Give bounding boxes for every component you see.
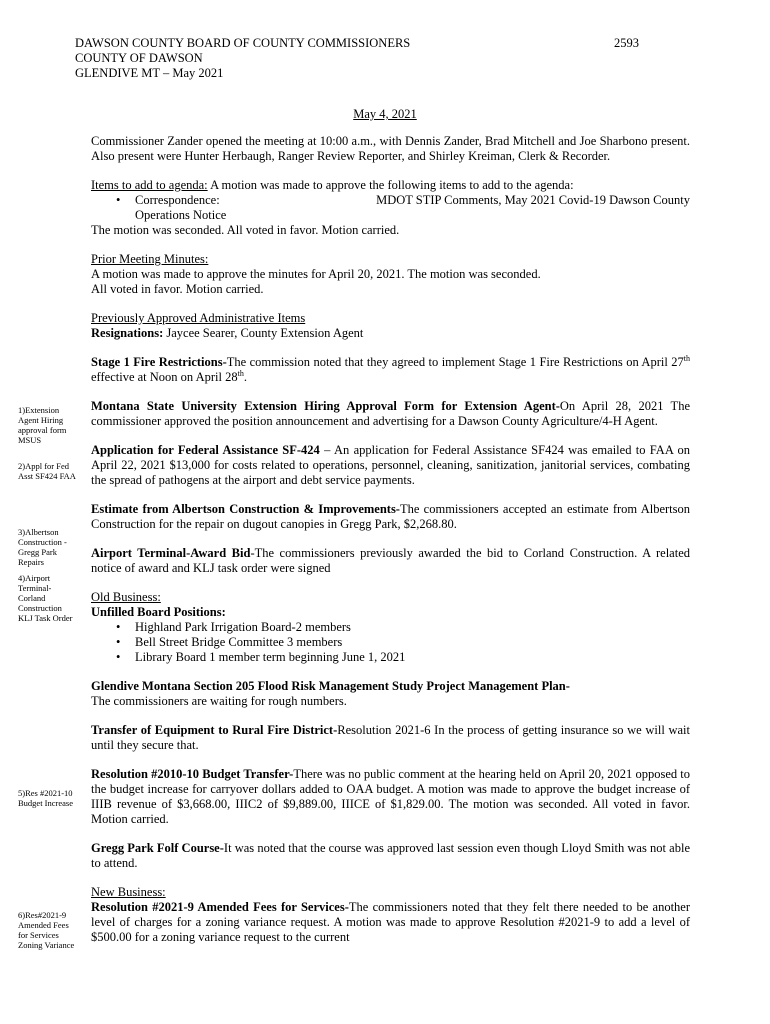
resignations-label: Resignations: xyxy=(91,326,164,340)
faa-title: Application for Federal Assistance SF-424 xyxy=(91,443,320,457)
msu-paragraph xyxy=(91,399,690,429)
new-business-heading: New Business: xyxy=(91,885,166,899)
bullet-text: MDOT STIP Comments, May 2021 Covid-19 Dawson County xyxy=(376,193,690,207)
golf-text: It was noted that the course was approved last session even though Lloyd Smith was not able to attend. xyxy=(91,841,690,870)
albertson-title: Estimate from Albertson Construction & Improvements- xyxy=(91,502,400,516)
airport-text: -The commissioners previously awarded the bid to Corland Construction. A related notice of award and KLJ task order were signed xyxy=(91,546,690,575)
msu-title: Montana State University Extension Hiring Approval Form for Extension Agent- xyxy=(91,399,560,413)
stage1-sup-a: th xyxy=(683,353,690,363)
unfilled-positions-heading: Unfilled Board Positions: xyxy=(91,605,226,619)
stage1-text-c: . xyxy=(243,370,247,384)
stage1-text-a: The commission noted that they agreed to implement Stage 1 Fire Restrictions on April 27 xyxy=(226,355,684,369)
admin-items-section xyxy=(91,311,690,341)
list-item: • Library Board 1 member term beginning June 1, 2021 xyxy=(91,650,690,665)
transfer-text: Resolution 2021-6 In the process of getting insurance so we will wait until they secure that. xyxy=(91,723,690,752)
stage1-text-b: effective at Noon on April 28 xyxy=(91,370,238,384)
budget-title: Resolution #2010-10 Budget Transfer- xyxy=(91,767,294,781)
albertson-paragraph xyxy=(91,502,690,532)
faa-text: – An application for Federal Assistance SF424 was emailed to FAA on April 22, 2021 $13,000 for costs related to operations, personnel, cleaning, sanitization, janitorial services, combating the spread of pathogens at the airport and debt service payments. xyxy=(91,443,690,487)
prior-minutes-heading: Prior Meeting Minutes: xyxy=(91,252,209,266)
msu-text: On April 28, 2021 The commissioner approved the position announcement and advertising for a Dawson County Agriculture/4-H Agent. xyxy=(91,399,690,428)
page-number: 2593 xyxy=(614,36,639,50)
minutes-body xyxy=(91,134,690,945)
header-board-name: DAWSON COUNTY BOARD OF COUNTY COMMISSIONERS xyxy=(75,36,411,50)
prior-minutes-section xyxy=(91,252,690,297)
flood-section xyxy=(91,679,690,709)
bullet-text-2: Operations Notice xyxy=(135,208,227,222)
document-header xyxy=(75,36,410,81)
faa-paragraph xyxy=(91,443,690,488)
new-business-section xyxy=(91,885,690,945)
airport-title: Airport Terminal-Award Bid xyxy=(91,546,251,560)
list-item: • Highland Park Irrigation Board-2 members xyxy=(91,620,690,635)
bullet-label: • Correspondence: xyxy=(135,193,220,207)
header-location-date: GLENDIVE MT – May 2021 xyxy=(75,66,224,80)
agenda-bullet xyxy=(91,193,690,223)
prior-minutes-line2: All voted in favor. Motion carried. xyxy=(91,282,264,296)
margin-note-3: 3)Albertson Construction -Gregg Park Repairs xyxy=(18,527,67,567)
opening-paragraph: Commissioner Zander opened the meeting at 10:00 a.m., with Dennis Zander, Brad Mitchell and Joe Sharbono present. Also present were Hunter Herbaugh, Ranger Review Reporter, and Shirley Kreiman, Clerk & Recorder. xyxy=(91,134,690,163)
margin-note-5: 5)Res #2021-10 Budget Increase xyxy=(18,788,73,808)
list-item: • Bell Street Bridge Committee 3 members xyxy=(91,635,690,650)
agenda-section xyxy=(91,178,690,238)
transfer-title: Transfer of Equipment to Rural Fire District- xyxy=(91,723,338,737)
header-county: COUNTY OF DAWSON xyxy=(75,51,203,65)
stage1-title: Stage 1 Fire Restrictions- xyxy=(91,355,227,369)
old-business-section xyxy=(91,590,690,665)
golf-title: Gregg Park Folf Course- xyxy=(91,841,224,855)
new-business-text: The commissioners noted that they felt there needed to be another level of charges for a zoning variance request. A motion was made to approve Resolution #2021-9 to add a level of $500.00 for a zoning variance request to the current xyxy=(91,900,691,944)
budget-paragraph xyxy=(91,767,690,827)
flood-text: The commissioners are waiting for rough numbers. xyxy=(91,694,347,708)
new-business-title: Resolution #2021-9 Amended Fees for Services- xyxy=(91,900,349,914)
agenda-text: A motion was made to approve the following items to add to the agenda: xyxy=(207,178,574,192)
agenda-heading: Items to add to agenda: xyxy=(91,178,208,192)
old-business-heading: Old Business: xyxy=(91,590,161,604)
budget-text: There was no public comment at the hearing held on April 20, 2021 opposed to the budget increase for carryover dollars added to OAA budget. A motion was made to approve the budget increase of IIIB revenue of $3,668.00, IIIC2 of $9,889.00, IIICE of $1,829.00. The motion was seconded. All voted in favor. Motion carried. xyxy=(91,767,691,826)
stage1-sup-b: th xyxy=(237,368,244,378)
margin-note-1: 1)Extension Agent Hiring approval form MSUS xyxy=(18,405,67,445)
margin-note-2: 2)Appl for Fed Asst SF424 FAA xyxy=(18,461,76,481)
margin-note-4: 4)Airport Terminal-Corland Construction KLJ Task Order xyxy=(18,573,73,623)
flood-title: Glendive Montana Section 205 Flood Risk Management Study Project Management Plan- xyxy=(91,679,570,693)
airport-paragraph xyxy=(91,546,690,576)
meeting-date: May 4, 2021 xyxy=(353,107,417,121)
golf-paragraph xyxy=(91,841,690,871)
prior-minutes-line1: A motion was made to approve the minutes for April 20, 2021. The motion was seconded. xyxy=(91,267,541,281)
margin-note-6: 6)Res#2021-9 Amended Fees for Services Zoning Variance xyxy=(18,910,75,950)
resignations-text: Jaycee Searer, County Extension Agent xyxy=(163,326,364,340)
admin-items-heading: Previously Approved Administrative Items xyxy=(91,311,306,325)
stage1-paragraph xyxy=(91,355,690,385)
albertson-text: The commissioners accepted an estimate from Albertson Construction for the repair on dugout canopies in Gregg Park, $2,268.80. xyxy=(91,502,691,531)
transfer-paragraph xyxy=(91,723,690,753)
agenda-closing: The motion was seconded. All voted in favor. Motion carried. xyxy=(91,223,400,237)
